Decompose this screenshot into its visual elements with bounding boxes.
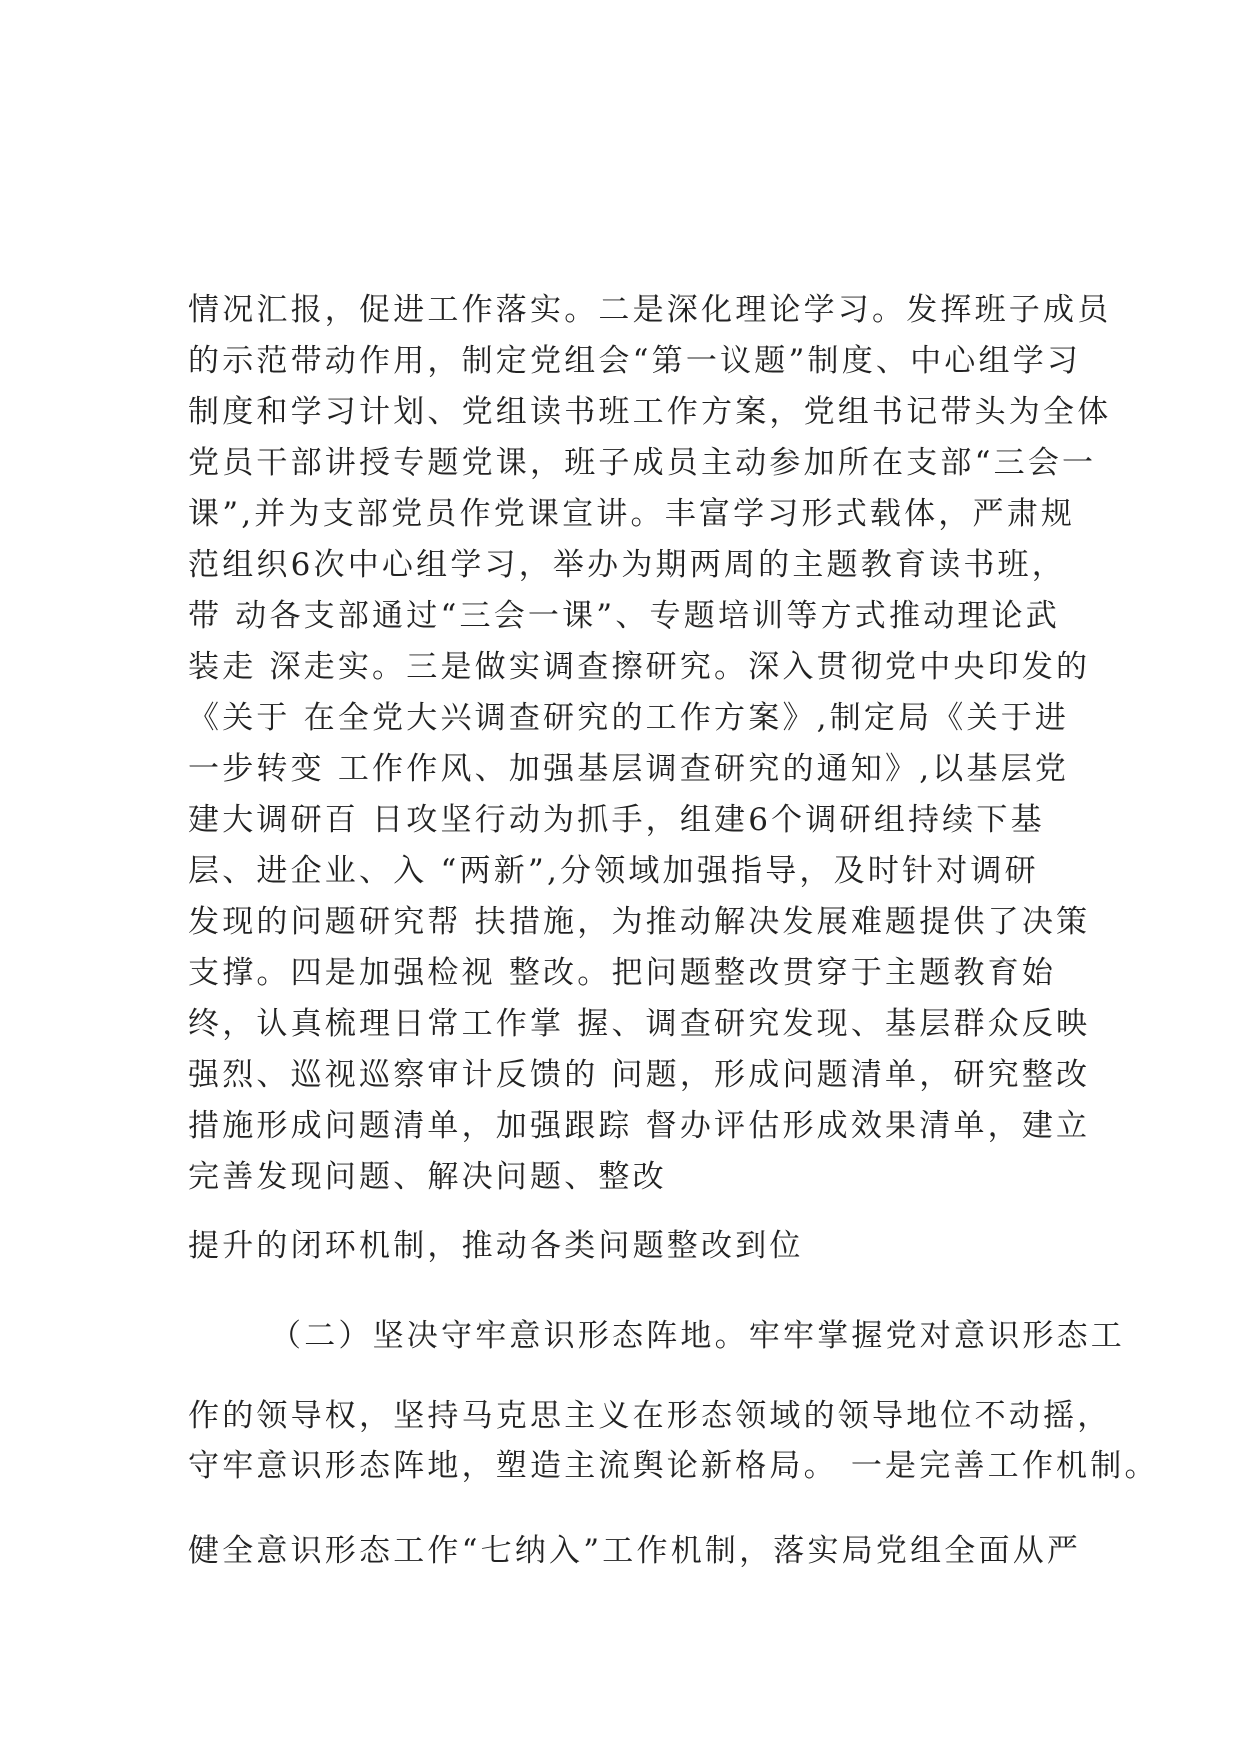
body-line: 层、进企业、入 “两新”,分领域加强指导，及时针对调研 bbox=[188, 853, 1039, 889]
body-line: 作的领导权，坚持马克思主义在形态领域的领导地位不动摇， bbox=[188, 1398, 1112, 1434]
body-line: 装走 深走实。三是做实调查擦研究。深入贯彻党中央印发的 bbox=[188, 649, 1091, 685]
body-line: 强烈、巡视巡察审计反馈的 问题，形成问题清单，研究整改 bbox=[188, 1057, 1091, 1093]
body-line: 提升的闭环机制，推动各类问题整改到位 bbox=[188, 1228, 804, 1264]
body-line: 健全意识形态工作“七纳入”工作机制，落实局党组全面从严 bbox=[188, 1533, 1082, 1569]
body-line: 范组织6次中心组学习，举办为期两周的主题教育读书班， bbox=[188, 547, 1066, 583]
body-line: 情况汇报，促进工作落实。二是深化理论学习。发挥班子成员 bbox=[188, 292, 1112, 328]
body-line: 制度和学习计划、党组读书班工作方案，党组书记带头为全体 bbox=[188, 394, 1112, 430]
body-line: 课”,并为支部党员作党课宣讲。丰富学习形式载体，严肃规 bbox=[188, 496, 1076, 532]
body-line: 的示范带动作用，制定党组会“第一议题”制度、中心组学习 bbox=[188, 343, 1082, 379]
body-line: 一步转变 工作作风、加强基层调查研究的通知》,以基层党 bbox=[188, 751, 1070, 787]
body-line: 带 动各支部通过“三会一课”、专题培训等方式推动理论武 bbox=[188, 598, 1060, 634]
body-line: 建大调研百 日攻坚行动为抓手，组建6个调研组持续下基 bbox=[188, 802, 1045, 838]
body-line: 终，认真梳理日常工作掌 握、调查研究发现、基层群众反映 bbox=[188, 1006, 1091, 1042]
body-line: 《关于 在全党大兴调查研究的工作方案》,制定局《关于进 bbox=[188, 700, 1070, 736]
body-line: 守牢意识形态阵地，塑造主流舆论新格局。 一是完善工作机制。 bbox=[188, 1448, 1159, 1484]
body-line: 支撑。四是加强检视 整改。把问题整改贯穿于主题教育始 bbox=[188, 955, 1057, 991]
body-line: 发现的问题研究帮 扶措施，为推动解决发展难题提供了决策 bbox=[188, 904, 1091, 940]
body-line: 措施形成问题清单，加强跟踪 督办评估形成效果清单，建立 bbox=[188, 1108, 1091, 1144]
section-heading: （二）坚决守牢意识形态阵地。牢牢掌握党对意识形态工 bbox=[270, 1318, 1125, 1354]
body-line: 完善发现问题、解决问题、整改 bbox=[188, 1159, 667, 1195]
body-line: 党员干部讲授专题党课，班子成员主动参加所在支部“三会一 bbox=[188, 445, 1097, 481]
